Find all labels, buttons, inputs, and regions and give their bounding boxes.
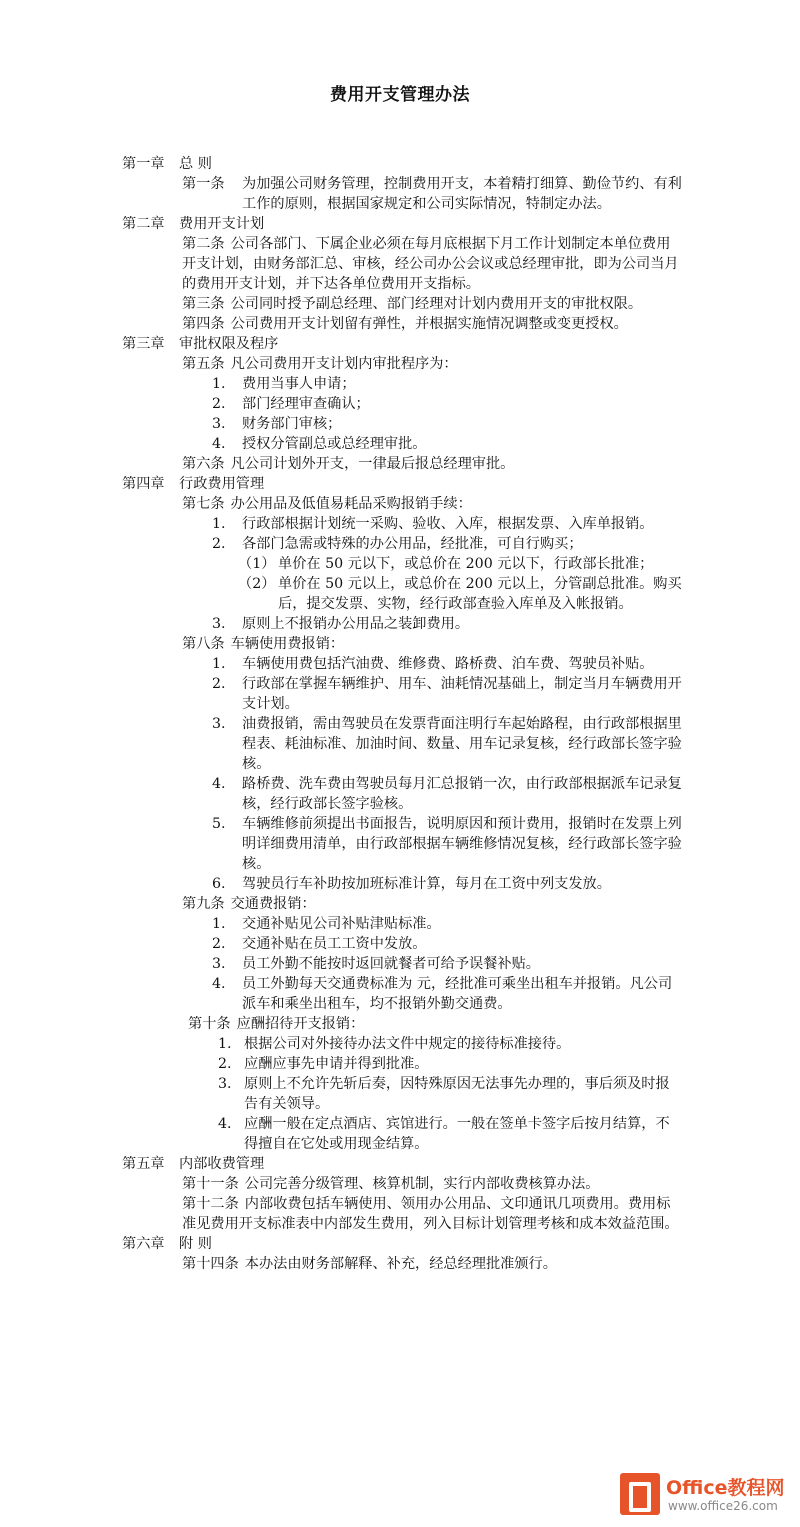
sub-list-item: （2） 单价在 50 元以上，或总价在 200 元以上，分管副总批准。购买后，提交发票、实物，经行政部查验入库单及入帐报销。 — [238, 576, 682, 612]
article: 第四条 公司费用开支计划留有弹性，并根据实施情况调整或变更授权。 — [182, 316, 628, 332]
list-item: 2. 应酬应事先申请并得到批准。 — [218, 1056, 429, 1072]
list-item: 4. 授权分管副总或总经理审批。 — [212, 436, 427, 452]
article: 第一条 为加强公司财务管理，控制费用开支，本着精打细算、勤俭节约、有利工作的原则，根据国家规定和公司实际情况，特制定办法。 — [182, 176, 682, 212]
article: 第十四条 本办法由财务部解释、补充，经总经理批准颁行。 — [182, 1256, 557, 1272]
watermark-url: www.office26.com — [668, 1499, 778, 1513]
list-item: 3. 原则上不报销办公用品之装卸费用。 — [212, 616, 470, 632]
list-item: 2. 部门经理审查确认； — [212, 396, 370, 412]
article: 第七条 办公用品及低值易耗品采购报销手续： — [182, 496, 472, 512]
list-item: 1. 费用当事人申请； — [212, 376, 356, 392]
article: 第十条 应酬招待开支报销： — [188, 1016, 365, 1032]
article: 第八条 车辆使用费报销： — [182, 636, 345, 652]
watermark-logo — [620, 1469, 792, 1521]
list-item: 1. 根据公司对外接待办法文件中规定的接待标准接待。 — [218, 1036, 571, 1052]
list-item: 6. 驾驶员行车补助按加班标准计算，每月在工资中列支发放。 — [212, 876, 611, 892]
document-body — [0, 154, 800, 1274]
list-item: 1. 行政部根据计划统一采购、验收、入库，根据发票、入库单报销。 — [212, 516, 654, 532]
article: 第三条 公司同时授予副总经理、部门经理对计划内费用开支的审批权限。 — [182, 296, 643, 312]
chapter-heading: 第五章 内部收费管理 — [122, 1156, 265, 1172]
list-item: 1. 车辆使用费包括汽油费、维修费、路桥费、泊车费、驾驶员补贴。 — [212, 656, 654, 672]
chapter-heading: 第二章 费用开支计划 — [122, 216, 265, 232]
chapter-heading: 第四章 行政费用管理 — [122, 476, 265, 492]
sub-list-item: （1） 单价在 50 元以下，或总价在 200 元以下，行政部长批准； — [238, 556, 654, 572]
list-item: 2. 交通补贴在员工工资中发放。 — [212, 936, 427, 952]
list-item: 4. 路桥费、洗车费由驾驶员每月汇总报销一次，由行政部根据派车记录复核，经行政部长签字验核。 — [212, 776, 682, 812]
list-item: 3. 原则上不允许先斩后奏，因特殊原因无法事先办理的，事后须及时报告有关领导。 — [218, 1076, 670, 1112]
list-item: 4. 员工外勤每天交通费标准为 元，经批准可乘坐出租车并报销。凡公司派车和乘坐出租车，均不报销外勤交通费。 — [212, 976, 673, 1012]
list-item: 3. 员工外勤不能按时返回就餐者可给予误餐补贴。 — [212, 956, 540, 972]
list-item: 4. 应酬一般在定点酒店、宾馆进行。一般在签单卡签字后按月结算，不得擅自在它处或用现金结算。 — [218, 1116, 670, 1152]
chapter-heading: 第一章 总 则 — [122, 156, 212, 172]
article: 第九条 交通费报销： — [182, 896, 316, 912]
article: 第五条 凡公司费用开支计划内审批程序为： — [182, 356, 458, 372]
list-item: 2. 各部门急需或特殊的办公用品，经批准，可自行购买； — [212, 536, 583, 552]
list-item: 2. 行政部在掌握车辆维护、用车、油耗情况基础上，制定当月车辆费用开支计划。 — [212, 676, 682, 712]
article: 第二条 公司各部门、下属企业必须在每月底根据下月工作计划制定本单位费用开支计划，由财务部汇总、审核，经公司办公会议或总经理审批，即为公司当月的费用开支计划，并下达各单位费用开支指标。 — [182, 236, 679, 292]
chapter-heading: 第六章 附 则 — [122, 1236, 212, 1252]
list-item: 5. 车辆维修前须提出书面报告，说明原因和预计费用，报销时在发票上列明详细费用清单，由行政部根据车辆维修情况复核，经行政部长签字验核。 — [212, 816, 682, 872]
article: 第十二条 内部收费包括车辆使用、领用办公用品、文印通讯几项费用。费用标准见费用开支标准表中内部发生费用，列入目标计划管理考核和成本效益范围。 — [182, 1196, 679, 1232]
list-item: 3. 油费报销，需由驾驶员在发票背面注明行车起始路程，由行政部根据里程表、耗油标准、加油时间、数量、用车记录复核，经行政部长签字验核。 — [212, 716, 682, 772]
article: 第十一条 公司完善分级管理、核算机制，实行内部收费核算办法。 — [182, 1176, 600, 1192]
office-logo-icon — [620, 1473, 660, 1515]
article: 第六条 凡公司计划外开支，一律最后报总经理审批。 — [182, 456, 515, 472]
list-item: 3. 财务部门审核； — [212, 416, 342, 432]
chapter-heading: 第三章 审批权限及程序 — [122, 336, 279, 352]
list-item: 1. 交通补贴见公司补贴津贴标准。 — [212, 916, 441, 932]
watermark-brand: Office教程网 — [666, 1477, 785, 1499]
document-title: 费用开支管理办法 — [330, 85, 470, 105]
